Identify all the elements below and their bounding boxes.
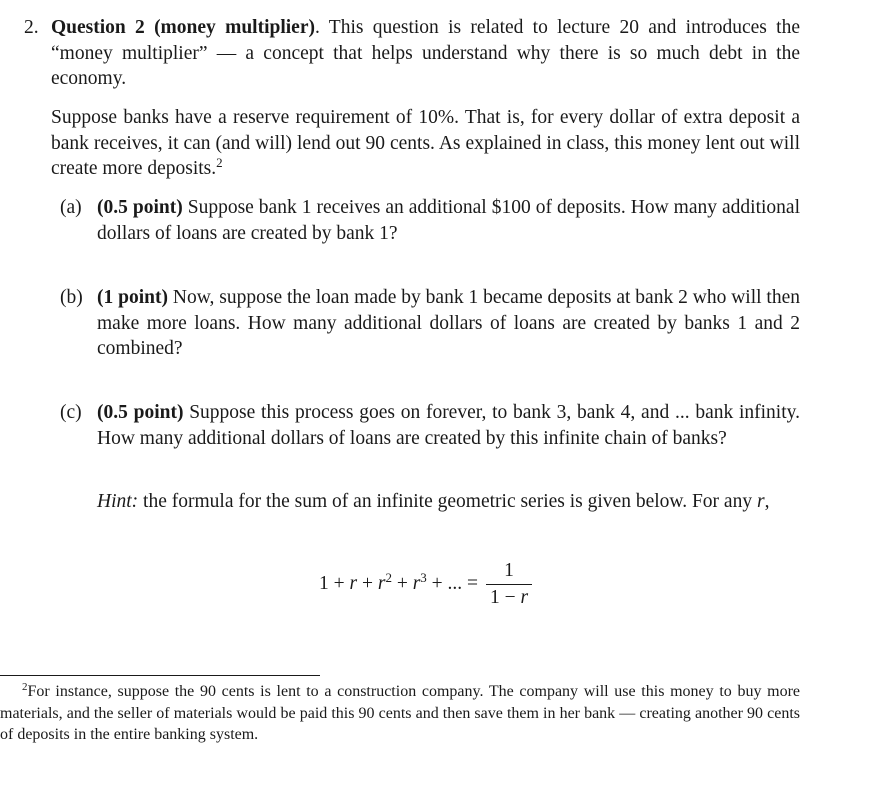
question-title: Question 2 (money multiplier) xyxy=(51,17,315,38)
sub-question-c xyxy=(60,400,800,451)
formula-left-side xyxy=(319,571,478,597)
footnote-reference: 2 xyxy=(216,155,223,170)
sub-question-points: (1 point) xyxy=(97,287,168,308)
hint-variable: r xyxy=(756,491,765,512)
formula-term: 1 + xyxy=(319,573,350,595)
formula-var: r xyxy=(349,573,358,595)
footnote-text: For instance, suppose the 90 cents is lent to a construction company. The company will use this money to buy more materials, and the seller of materials would be paid this 90 cents and then save them in her bank — creating another 90 cents of deposits in the entire banking system. xyxy=(0,683,800,743)
footnote-mark: 2 xyxy=(22,681,28,693)
setup-paragraph xyxy=(51,105,800,182)
hint-label: Hint: xyxy=(97,491,139,512)
sub-question-points: (0.5 point) xyxy=(97,402,184,423)
hint-paragraph xyxy=(97,489,800,515)
sub-question-label: (a) xyxy=(60,197,82,218)
sub-question-text: Suppose this process goes on forever, to bank 3, bank 4, and ... bank infinity. How many additional dollars of loans are created by this infinite chain of banks? xyxy=(97,402,800,449)
formula-term: + ... = xyxy=(426,573,479,595)
sub-question-label: (b) xyxy=(60,287,83,308)
sub-question-text: Now, suppose the loan made by bank 1 became deposits at bank 2 who will then make more loans. How many additional dollars of loans are created by banks 1 and 2 combined? xyxy=(97,287,800,359)
question-intro-paragraph xyxy=(51,15,800,92)
hint-text: the formula for the sum of an infinite geometric series is given below. For any xyxy=(138,491,757,512)
sub-question-points: (0.5 point) xyxy=(97,197,183,218)
fraction-denominator xyxy=(490,587,528,609)
sub-question-b xyxy=(60,285,800,362)
formula-term: + xyxy=(357,573,378,595)
formula-fraction xyxy=(486,560,532,609)
footnote xyxy=(0,681,800,746)
formula-term: + xyxy=(391,573,413,595)
setup-text: Suppose banks have a reserve requirement of 10%. That is, for every dollar of extra deposit a bank receives, it can (and will) lend out 90 cents. As explained in class, this money lent out will create more deposits. xyxy=(51,107,800,179)
formula-exponent: 2 xyxy=(385,570,392,586)
fraction-bar xyxy=(486,584,532,585)
denominator-var: r xyxy=(520,586,529,608)
fraction-numerator: 1 xyxy=(504,559,514,581)
question-number: 2. xyxy=(24,17,39,38)
sub-question-text: Suppose bank 1 receives an additional $100 of deposits. How many additional dollars of loans are created by bank 1? xyxy=(97,197,800,244)
footnote-divider xyxy=(0,675,320,676)
formula-var: r xyxy=(412,573,421,595)
hint-end: , xyxy=(764,491,770,512)
denominator-term: 1 − xyxy=(489,586,521,608)
sub-question-a xyxy=(60,195,800,246)
formula-exponent: 3 xyxy=(420,570,427,586)
sub-question-label: (c) xyxy=(60,402,82,423)
question-intro: . This question is related to lecture 20 and introduces the “money multiplier” — a concept that helps understand why there is so much debt in the economy. xyxy=(51,17,800,89)
question-header xyxy=(24,15,800,92)
geometric-series-formula xyxy=(319,557,532,611)
formula-var: r xyxy=(377,573,386,595)
